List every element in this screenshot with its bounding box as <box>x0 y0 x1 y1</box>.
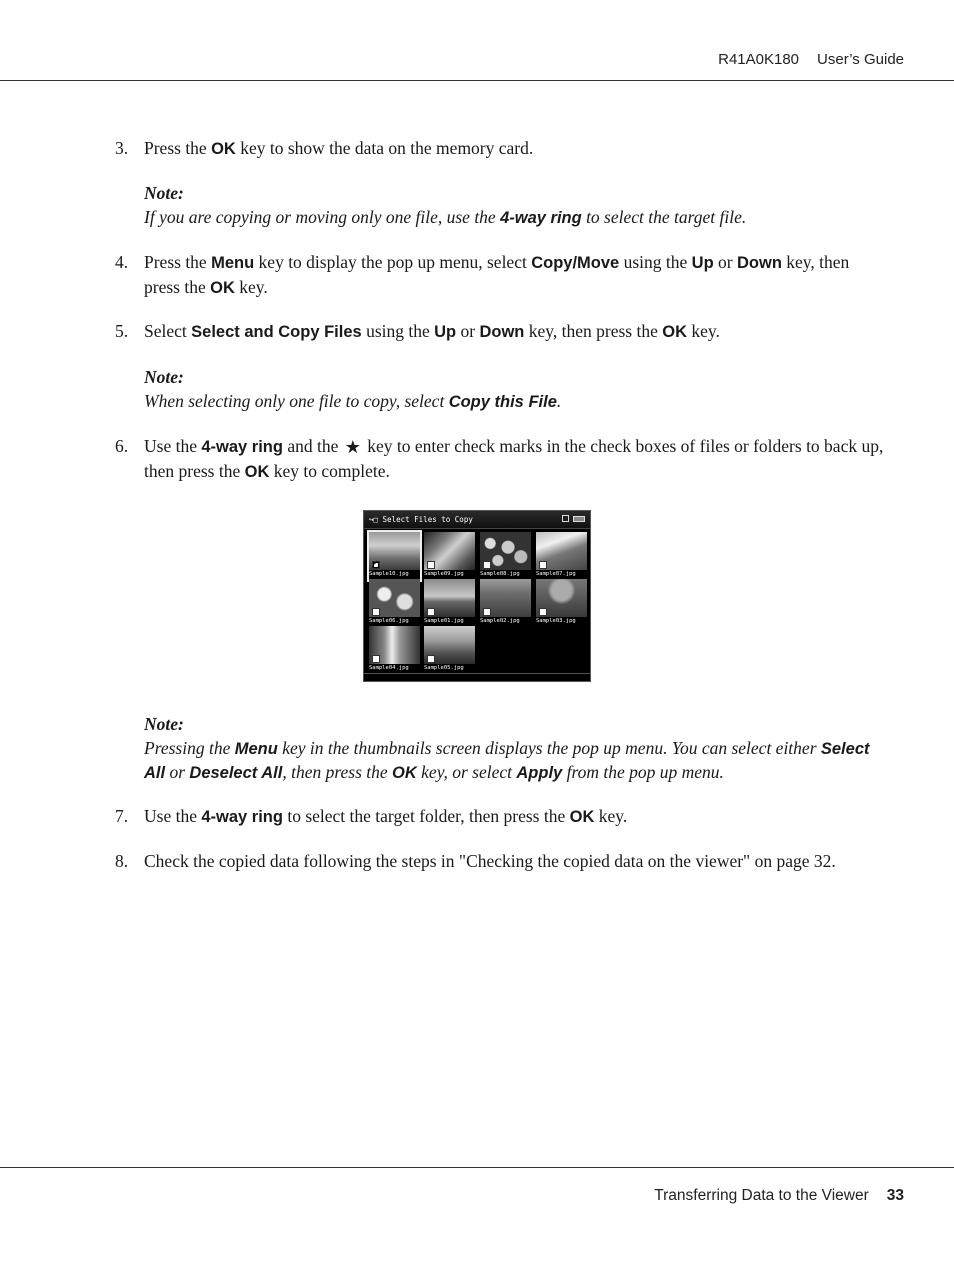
note-heading: Note: <box>144 367 184 387</box>
step-number: 4. <box>115 252 129 272</box>
key-4way-ring: 4-way ring <box>500 208 582 227</box>
text: Use the <box>144 806 202 826</box>
checkbox[interactable] <box>427 561 435 569</box>
guide-title: User’s Guide <box>817 51 904 68</box>
text: key. <box>594 806 628 826</box>
checkbox[interactable] <box>372 608 380 616</box>
text: using the <box>361 321 435 341</box>
battery-icon <box>573 516 585 522</box>
note-3 <box>144 713 884 786</box>
text: or <box>713 252 737 272</box>
note-heading: Note: <box>144 183 184 203</box>
text: or <box>165 762 190 782</box>
step-3 <box>115 137 885 162</box>
thumbnail-sample09[interactable] <box>424 532 475 580</box>
key-ok: OK <box>662 323 687 341</box>
page-number: 33 <box>886 1187 904 1204</box>
note-heading: Note: <box>144 714 184 734</box>
text: key. <box>234 276 268 297</box>
file-name: Sample07.jpg <box>536 571 576 577</box>
checkbox[interactable] <box>372 655 380 663</box>
file-name: Sample10.jpg <box>369 571 409 577</box>
key-ok: OK <box>211 140 236 158</box>
memory-card-icon <box>562 515 569 522</box>
key-menu: Menu <box>211 254 255 272</box>
screen-title: ↪□ Select Files to Copy <box>369 515 473 524</box>
key-up: Up <box>434 323 457 341</box>
text: key in the thumbnails screen displays the pop up menu. You can select either <box>277 737 821 758</box>
screen-title-bar <box>364 511 590 529</box>
file-name: Sample09.jpg <box>424 571 464 577</box>
file-name: Sample01.jpg <box>424 618 464 624</box>
key-4way-ring: 4-way ring <box>201 438 283 456</box>
thumbnail-sample07[interactable] <box>536 532 587 580</box>
text: to select the target file. <box>581 206 747 227</box>
file-name: Sample08.jpg <box>480 571 520 577</box>
thumbnail-sample02[interactable] <box>480 579 531 627</box>
menu-deselect-all: Deselect All <box>189 764 283 782</box>
text: key, then press the <box>524 321 663 341</box>
thumbnail-sample01[interactable] <box>424 579 475 627</box>
step-number: 6. <box>115 436 129 456</box>
text: or <box>456 321 480 341</box>
footer-rule <box>0 1167 954 1168</box>
text: Press the <box>144 252 212 272</box>
star-icon: ★ <box>344 437 361 457</box>
thumbnail-sample04[interactable] <box>369 626 420 674</box>
key-up: Up <box>691 254 714 272</box>
text: key to complete. <box>269 460 390 481</box>
page-footer <box>654 1187 904 1205</box>
thumbnail-sample10[interactable] <box>369 532 420 580</box>
checkbox[interactable] <box>483 608 491 616</box>
text: using the <box>619 252 692 272</box>
checkbox-checked[interactable] <box>372 561 380 569</box>
section-title: Transferring Data to the Viewer <box>654 1187 869 1204</box>
key-ok: OK <box>244 462 270 481</box>
menu-apply: Apply <box>516 764 563 782</box>
text: key to display the pop up menu, select <box>254 252 532 272</box>
file-name: Sample02.jpg <box>480 618 520 624</box>
select-files-screen <box>363 510 591 682</box>
step-6 <box>115 435 885 484</box>
menu-select-and-copy-files: Select and Copy Files <box>191 323 362 341</box>
thumbnail-sample05[interactable] <box>424 626 475 674</box>
file-name: Sample06.jpg <box>369 618 409 624</box>
step-number: 8. <box>115 851 129 871</box>
checkbox[interactable] <box>539 561 547 569</box>
thumbnail-sample03[interactable] <box>536 579 587 627</box>
file-name: Sample04.jpg <box>369 665 409 671</box>
screen-bottom-line <box>364 673 590 674</box>
step-number: 5. <box>115 321 129 341</box>
text: Select <box>144 321 192 341</box>
step-number: 7. <box>115 806 129 826</box>
text: If you are copying or moving only one file, use the <box>144 206 501 227</box>
menu-copy-move: Copy/Move <box>531 254 620 272</box>
text: Pressing the <box>144 737 235 758</box>
text: key. <box>687 321 720 341</box>
step-number: 3. <box>115 138 129 158</box>
step-4 <box>115 251 885 300</box>
text: to select the target folder, then press the <box>282 806 570 826</box>
header-rule <box>0 80 954 81</box>
text: key to show the data on the memory card. <box>235 138 534 158</box>
note-1 <box>144 182 884 230</box>
file-name: Sample03.jpg <box>536 618 576 624</box>
checkbox[interactable] <box>539 608 547 616</box>
text: Press the <box>144 138 212 158</box>
checkbox[interactable] <box>427 608 435 616</box>
checkbox[interactable] <box>483 561 491 569</box>
key-down: Down <box>479 323 525 341</box>
thumbnail-sample08[interactable] <box>480 532 531 580</box>
text: . <box>556 390 562 411</box>
key-ok: OK <box>569 808 595 826</box>
doc-id: R41A0K180 <box>718 51 800 68</box>
text: Use the <box>144 436 202 456</box>
file-name: Sample05.jpg <box>424 665 464 671</box>
text: When selecting only one file to copy, select <box>144 390 449 411</box>
menu-copy-this-file: Copy this File <box>448 392 557 411</box>
step-7 <box>115 805 885 830</box>
key-menu: Menu <box>234 739 278 758</box>
text: from the pop up menu. <box>562 762 724 782</box>
text: and the <box>282 436 343 456</box>
menu-select-all: Select All <box>144 739 870 782</box>
text: key, or select <box>416 762 517 782</box>
note-2 <box>144 366 884 414</box>
page-header <box>718 51 904 68</box>
step-5 <box>115 320 885 345</box>
checkbox[interactable] <box>427 655 435 663</box>
check-mark-icon: ✓ <box>373 559 379 567</box>
text: Check the copied data following the steps in "Checking the copied data on the viewer" on page 32. <box>144 851 836 871</box>
text: key, then press the <box>144 252 850 297</box>
key-4way-ring: 4-way ring <box>201 808 283 826</box>
key-ok: OK <box>392 764 417 782</box>
step-8 <box>115 850 885 874</box>
key-down: Down <box>736 254 782 272</box>
text: key to enter check marks in the check boxes of files or folders to back up, then press the <box>144 436 884 481</box>
key-ok: OK <box>210 278 235 297</box>
text: , then press the <box>282 762 393 782</box>
thumbnail-sample06[interactable] <box>369 579 420 627</box>
